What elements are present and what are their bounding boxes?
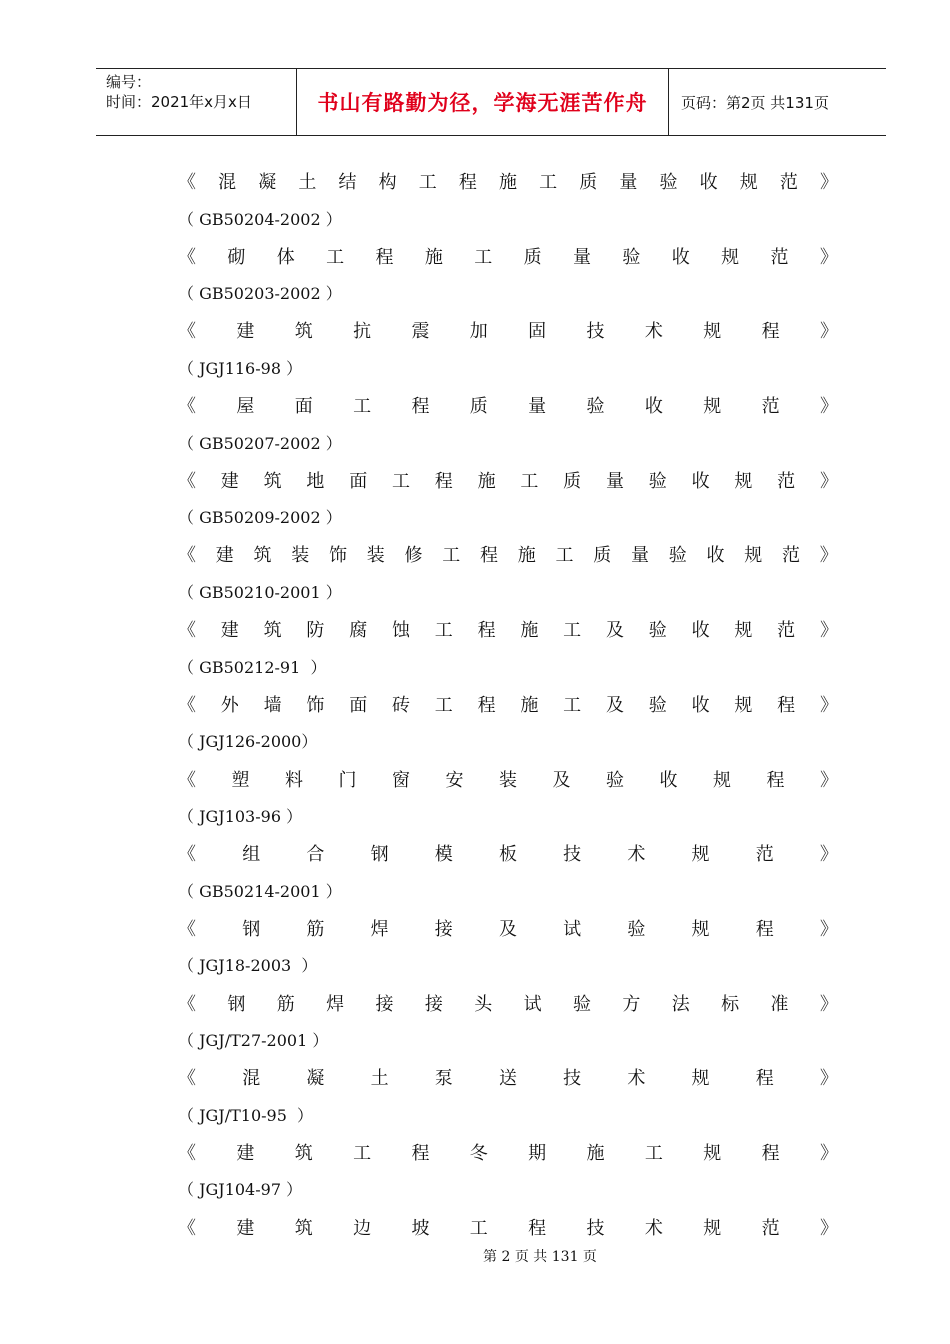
title-char: 工 (469, 1217, 488, 1239)
title-char: 焊 (370, 918, 389, 940)
title-char: 范 (777, 470, 796, 492)
title-char: 收 (691, 694, 710, 716)
title-char: 验 (606, 769, 624, 791)
title-char: 混 (218, 172, 237, 193)
title-char: 施 (517, 545, 536, 567)
title-char: 送 (498, 1068, 517, 1090)
title-char: 》 (819, 993, 838, 1015)
title-char: 钢 (227, 993, 246, 1015)
title-char: 钢 (370, 844, 389, 866)
time-label: 时间：2021年x月x日 (106, 93, 252, 111)
title-char: 钢 (242, 918, 261, 940)
title-char: 规 (734, 620, 753, 642)
title-char: 验 (573, 993, 591, 1015)
title-char: 规 (703, 321, 722, 343)
title-char: 《 (178, 993, 196, 1015)
title-char: 程 (528, 1217, 547, 1239)
title-char: 加 (469, 321, 488, 343)
title-char: 程 (766, 769, 785, 791)
title-char: 验 (659, 172, 678, 193)
title-char: 《 (178, 246, 196, 268)
title-char: 及 (605, 620, 624, 642)
standards-list (178, 164, 838, 1284)
standard-entry (178, 762, 838, 837)
title-char: 规 (734, 470, 753, 492)
title-char: 装 (499, 769, 517, 791)
title-char: 程 (477, 694, 496, 716)
title-char: 边 (353, 1217, 372, 1239)
title-char: 工 (353, 1142, 372, 1164)
standard-title (178, 986, 838, 1020)
title-char: 门 (338, 769, 357, 791)
title-char: 规 (703, 1142, 722, 1164)
title-char: 《 (178, 1068, 196, 1090)
title-char: 》 (819, 396, 838, 418)
title-char: 验 (668, 545, 687, 567)
title-char: 试 (563, 918, 582, 940)
standard-entry (178, 239, 838, 314)
header-meta (96, 69, 297, 135)
title-char: 《 (178, 396, 196, 418)
title-char: 凝 (306, 1068, 325, 1090)
title-char: 工 (442, 545, 461, 567)
title-char: 程 (458, 172, 477, 193)
title-char: 体 (276, 246, 295, 268)
title-char: 》 (820, 172, 838, 193)
title-char: 程 (434, 470, 453, 492)
title-char: 术 (644, 321, 663, 343)
title-char: 防 (306, 620, 325, 642)
title-char: 建 (236, 1217, 255, 1239)
standard-code (178, 1169, 838, 1209)
standard-title (178, 687, 838, 721)
header-page-info: 页码：第2页 共131页 (681, 93, 829, 112)
title-char: 混 (242, 1068, 261, 1090)
standard-code (178, 1094, 838, 1134)
standard-title (178, 1210, 838, 1244)
title-char: 量 (573, 246, 591, 268)
title-char: 及 (552, 769, 571, 791)
title-char: 收 (671, 246, 690, 268)
code-text: （ GB50212-91 ） (178, 657, 327, 677)
title-char: 》 (819, 620, 838, 642)
title-char: 建 (220, 470, 239, 492)
title-char: 质 (579, 172, 598, 193)
title-char: 工 (563, 620, 582, 642)
title-char: 料 (285, 769, 303, 791)
title-char: 》 (819, 321, 838, 343)
title-char: 规 (703, 396, 722, 418)
title-char: 抗 (353, 321, 372, 343)
title-char: 安 (445, 769, 464, 791)
title-char: 工 (391, 470, 410, 492)
title-char: 》 (819, 918, 838, 940)
title-char: 范 (770, 246, 789, 268)
title-char: 技 (586, 1217, 605, 1239)
number-label: 编号： (106, 73, 152, 91)
title-char: 建 (215, 545, 234, 567)
title-char: 收 (659, 769, 678, 791)
standard-title (178, 388, 838, 422)
code-text: （ JGJ116-98 ） (178, 358, 303, 378)
title-char: 《 (178, 918, 196, 940)
title-char: 蚀 (391, 620, 410, 642)
title-char: 程 (761, 321, 780, 343)
standard-entry (178, 687, 838, 762)
title-char: 准 (770, 993, 789, 1015)
title-char: 》 (819, 694, 838, 716)
title-char: 震 (411, 321, 430, 343)
title-char: 接 (424, 993, 443, 1015)
title-char: 《 (178, 1142, 196, 1164)
standard-code (178, 347, 838, 387)
title-char: 塑 (231, 769, 250, 791)
title-char: 收 (699, 172, 718, 193)
standard-entry (178, 164, 838, 239)
title-char: 焊 (326, 993, 345, 1015)
title-char: 收 (644, 396, 663, 418)
title-char: 范 (779, 172, 798, 193)
title-char: 地 (306, 470, 325, 492)
title-char: 筋 (306, 918, 325, 940)
title-char: 》 (819, 1142, 838, 1164)
title-char: 接 (375, 993, 394, 1015)
standard-title (178, 463, 838, 497)
code-text: （ JGJ103-96 ） (178, 807, 303, 826)
title-char: 《 (178, 694, 196, 716)
title-char: 饰 (306, 694, 325, 716)
title-char: 范 (777, 620, 796, 642)
standard-title (178, 612, 838, 646)
standard-entry (178, 313, 838, 388)
title-char: 范 (755, 844, 774, 866)
title-char: 验 (627, 918, 646, 940)
standard-code (178, 646, 838, 686)
standard-code (178, 273, 838, 313)
title-char: 》 (819, 844, 838, 866)
title-char: 及 (605, 694, 624, 716)
title-char: 程 (761, 1142, 780, 1164)
title-char: 施 (520, 620, 539, 642)
title-char: 《 (178, 172, 196, 193)
standard-entry (178, 388, 838, 463)
title-char: 工 (434, 694, 453, 716)
title-char: 固 (528, 321, 547, 343)
title-char: 工 (418, 172, 437, 193)
title-char: 施 (424, 246, 443, 268)
title-char: 腐 (349, 620, 368, 642)
title-char: 范 (782, 545, 800, 567)
title-char: 量 (631, 545, 649, 567)
title-char: 筋 (276, 993, 295, 1015)
title-char: 收 (706, 545, 725, 567)
page-footer: 第 2 页 共 131 页 (483, 1249, 597, 1265)
title-char: 程 (755, 1068, 774, 1090)
standard-entry (178, 612, 838, 687)
title-char: 》 (819, 1217, 838, 1239)
title-char: 范 (761, 396, 780, 418)
title-char: 规 (703, 1217, 722, 1239)
title-char: 模 (434, 844, 453, 866)
title-char: 修 (404, 545, 423, 567)
title-char: 术 (644, 1217, 663, 1239)
page-header (96, 68, 886, 136)
title-char: 墙 (263, 694, 282, 716)
title-char: 筑 (263, 620, 282, 642)
title-char: 程 (777, 694, 796, 716)
title-char: 工 (353, 396, 372, 418)
standard-title (178, 911, 838, 945)
title-char: 工 (474, 246, 493, 268)
code-text: （ GB50203-2002 ） (178, 284, 342, 304)
title-char: 标 (721, 993, 740, 1015)
title-char: 工 (644, 1142, 663, 1164)
title-char: 窗 (392, 769, 410, 791)
standard-entry (178, 836, 838, 911)
title-char: 结 (338, 172, 357, 193)
title-char: 方 (622, 993, 641, 1015)
title-char: 技 (563, 1068, 582, 1090)
title-char: 接 (434, 918, 453, 940)
title-char: 验 (648, 470, 667, 492)
title-char: 规 (739, 172, 758, 193)
title-char: 建 (220, 620, 239, 642)
standard-code (178, 422, 838, 462)
standard-title (178, 164, 838, 198)
title-char: 质 (563, 470, 582, 492)
title-char: 程 (755, 918, 774, 940)
title-char: 工 (326, 246, 345, 268)
title-char: 装 (366, 545, 385, 567)
title-char: 建 (236, 1142, 255, 1164)
standard-title (178, 1060, 838, 1094)
code-text: （ GB50210-2001 ） (178, 582, 342, 602)
title-char: 板 (498, 844, 517, 866)
title-char: 验 (586, 396, 605, 418)
title-char: 砌 (227, 246, 246, 268)
title-char: 工 (434, 620, 453, 642)
title-char: 》 (820, 769, 838, 791)
title-char: 《 (178, 545, 196, 567)
title-char: 规 (691, 844, 710, 866)
standard-code (178, 945, 838, 985)
title-char: 量 (528, 396, 547, 418)
title-char: 量 (605, 470, 624, 492)
title-char: 术 (627, 1068, 646, 1090)
title-char: 《 (178, 470, 196, 492)
title-char: 《 (178, 321, 196, 343)
title-char: 技 (586, 321, 605, 343)
title-char: 程 (477, 620, 496, 642)
title-char: 工 (520, 470, 539, 492)
code-text: （ JGJ/T10-95 ） (178, 1105, 314, 1125)
title-char: 面 (349, 470, 368, 492)
standard-code (178, 721, 838, 761)
title-char: 施 (520, 694, 539, 716)
title-char: 组 (242, 844, 261, 866)
standard-code (178, 1020, 838, 1060)
standard-code (178, 870, 838, 910)
title-char: 规 (691, 1068, 710, 1090)
title-char: 筑 (294, 321, 313, 343)
title-char: 施 (586, 1142, 605, 1164)
title-char: 头 (474, 993, 493, 1015)
title-char: 工 (563, 694, 582, 716)
code-text: （ GB50209-2002 ） (178, 508, 342, 528)
title-char: 坡 (411, 1217, 430, 1239)
title-char: 规 (691, 918, 710, 940)
standard-code (178, 796, 838, 836)
title-char: 装 (291, 545, 310, 567)
title-char: 规 (744, 545, 763, 567)
standard-title (178, 836, 838, 870)
code-text: （ GB50204-2002 ） (178, 209, 342, 229)
title-char: 收 (691, 620, 710, 642)
standard-entry (178, 986, 838, 1061)
standard-title (178, 313, 838, 347)
title-char: 质 (469, 396, 488, 418)
title-char: 施 (499, 172, 517, 193)
standard-title (178, 1135, 838, 1169)
title-char: 工 (539, 172, 558, 193)
title-char: 规 (721, 246, 740, 268)
title-char: 筑 (294, 1217, 313, 1239)
standard-title (178, 762, 838, 796)
standard-code (178, 571, 838, 611)
title-char: 筑 (263, 470, 282, 492)
title-char: 》 (819, 470, 838, 492)
title-char: 程 (480, 545, 498, 567)
title-char: 试 (523, 993, 542, 1015)
standard-title (178, 239, 838, 273)
standard-entry (178, 537, 838, 612)
title-char: 规 (734, 694, 753, 716)
standard-entry (178, 463, 838, 538)
code-text: （ JGJ126-2000） (178, 732, 318, 752)
title-char: 工 (555, 545, 574, 567)
title-char: 程 (375, 246, 394, 268)
title-char: 建 (236, 321, 255, 343)
standard-entry (178, 1060, 838, 1135)
title-char: 质 (593, 545, 612, 567)
title-char: 收 (691, 470, 710, 492)
standard-title (178, 537, 838, 571)
title-char: 施 (477, 470, 496, 492)
title-char: 构 (378, 172, 397, 193)
title-char: 《 (178, 1217, 196, 1239)
title-char: 《 (178, 769, 196, 791)
header-motto: 书山有路勤为径，学海无涯苦作舟 (297, 69, 669, 135)
title-char: 土 (298, 172, 317, 193)
title-char: 程 (411, 396, 430, 418)
title-char: 期 (528, 1142, 547, 1164)
title-char: 》 (819, 1068, 838, 1090)
code-text: （ GB50214-2001 ） (178, 881, 342, 901)
title-char: 筑 (294, 1142, 313, 1164)
title-char: 验 (648, 620, 667, 642)
title-char: 规 (713, 769, 731, 791)
title-char: 》 (819, 545, 838, 567)
code-text: （ JGJ/T27-2001 ） (178, 1031, 329, 1051)
title-char: 外 (220, 694, 239, 716)
code-text: （ JGJ104-97 ） (178, 1180, 303, 1200)
title-char: 法 (671, 993, 690, 1015)
title-char: 冬 (469, 1142, 488, 1164)
title-char: 验 (648, 694, 667, 716)
title-char: 量 (619, 172, 638, 193)
code-text: （ GB50207-2002 ） (178, 433, 342, 453)
title-char: 泵 (434, 1068, 453, 1090)
title-char: 屋 (236, 396, 255, 418)
title-char: 面 (349, 694, 368, 716)
standard-code (178, 497, 838, 537)
title-char: 》 (819, 246, 838, 268)
title-char: 质 (523, 246, 542, 268)
standard-code (178, 198, 838, 238)
title-char: 及 (498, 918, 517, 940)
title-char: 砖 (391, 694, 410, 716)
code-text: （ JGJ18-2003 ） (178, 956, 318, 976)
title-char: 土 (370, 1068, 389, 1090)
title-char: 合 (306, 844, 325, 866)
title-char: 范 (761, 1217, 780, 1239)
standard-entry (178, 911, 838, 986)
title-char: 《 (178, 844, 196, 866)
title-char: 筑 (253, 545, 272, 567)
title-char: 程 (411, 1142, 430, 1164)
title-char: 验 (622, 246, 641, 268)
standard-entry (178, 1135, 838, 1210)
title-char: 技 (563, 844, 582, 866)
title-char: 术 (627, 844, 646, 866)
title-char: 面 (294, 396, 313, 418)
title-char: 《 (178, 620, 196, 642)
title-char: 饰 (329, 545, 347, 567)
title-char: 凝 (258, 172, 277, 193)
